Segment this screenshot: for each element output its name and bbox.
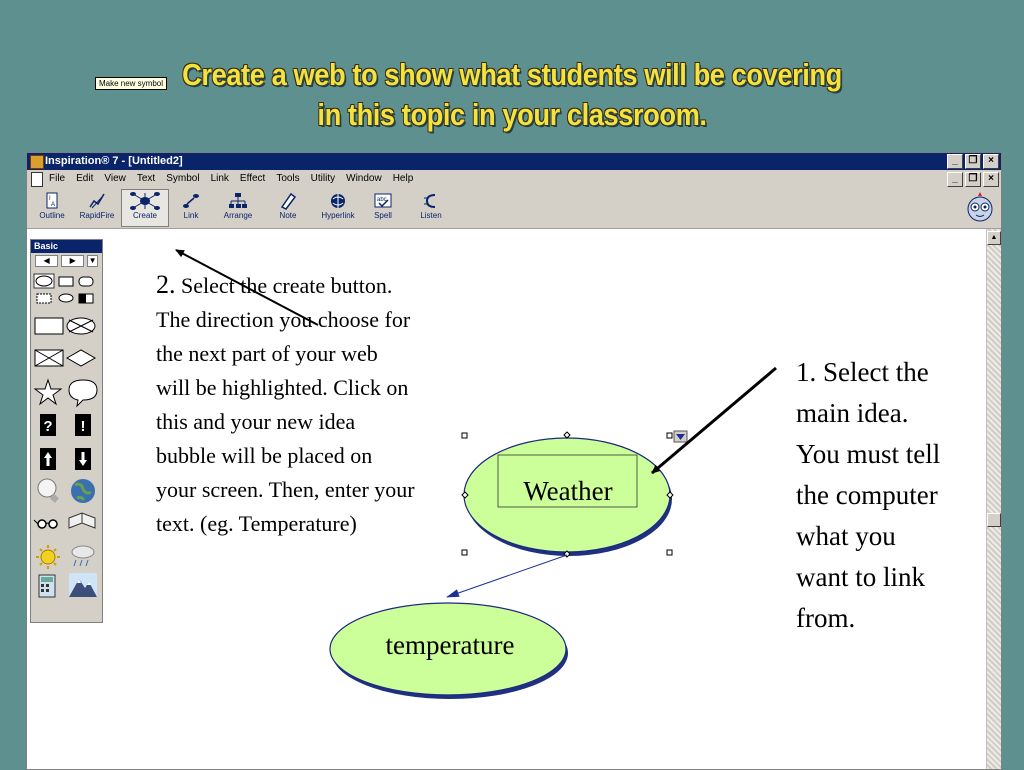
palette-title: Basic [31,240,102,253]
outline-label: Outline [39,211,65,220]
instruction-step-1: 1. Select the main idea. You must tell the computer what you want to link from. [796,357,941,633]
slide-title-line2: in this topic in your classroom. [317,97,707,132]
scroll-up-arrow-icon[interactable]: ▲ [987,231,1001,245]
create-direction-dropdown-icon[interactable] [674,431,687,442]
weather-node-label[interactable]: Weather [523,476,613,506]
spell-label: Spell [374,211,392,220]
window-title: Inspiration® 7 - [Untitled2] [45,155,183,167]
close-button[interactable]: × [983,154,999,169]
svg-text:?: ? [43,418,53,435]
svg-text:A: A [51,202,56,208]
palette-next-button[interactable]: ▶ [61,255,84,267]
step-2-number: 2. [156,270,176,299]
menu-symbol[interactable]: Symbol [166,173,200,184]
menu-file[interactable]: File [49,173,66,184]
svg-text:I: I [49,196,51,202]
slide-title-line1: Create a web to show what students will be covering [182,57,842,92]
doc-minimize-button[interactable]: _ [947,172,963,187]
menu-edit[interactable]: Edit [76,173,94,184]
menu-link[interactable]: Link [210,173,229,184]
listen-label: Listen [420,211,442,220]
palette-prev-button[interactable]: ◀ [35,255,58,267]
svg-text:abc: abc [377,197,387,203]
instruction-step-2 [156,268,416,541]
step-2-text: Select the create button. The direction you choose for the next part of your web will be highlighted. Click on this and your new idea bubble will be placed on your screen. Then, enter your text. (eg. Temperature) [156,273,415,536]
menu-view[interactable]: View [104,173,126,184]
arrange-label: Arrange [223,211,253,220]
hyperlink-label: Hyperlink [321,211,355,220]
menu-effect[interactable]: Effect [239,173,266,184]
palette-menu-button[interactable]: ▼ [88,256,97,265]
note-label: Note [279,211,297,220]
doc-close-button[interactable]: × [983,172,999,187]
minimize-button[interactable]: _ [947,154,963,169]
temperature-node-label[interactable]: temperature [385,630,515,660]
menu-tools[interactable]: Tools [276,173,300,184]
doc-restore-button[interactable]: ❐ [965,172,981,187]
maximize-button[interactable]: ❐ [965,154,981,169]
menu-utility[interactable]: Utility [310,173,336,184]
create-label: Create [132,211,157,220]
rapidfire-label: RapidFire [79,211,115,220]
arrow-to-weather-node [652,368,776,473]
link-line[interactable] [447,555,567,597]
create-tooltip: Make new symbol [95,77,167,90]
menu-window[interactable]: Window [346,173,382,184]
menu-help[interactable]: Help [392,173,414,184]
link-label: Link [183,211,199,220]
svg-text:!: ! [80,418,86,435]
menu-text[interactable]: Text [136,173,156,184]
